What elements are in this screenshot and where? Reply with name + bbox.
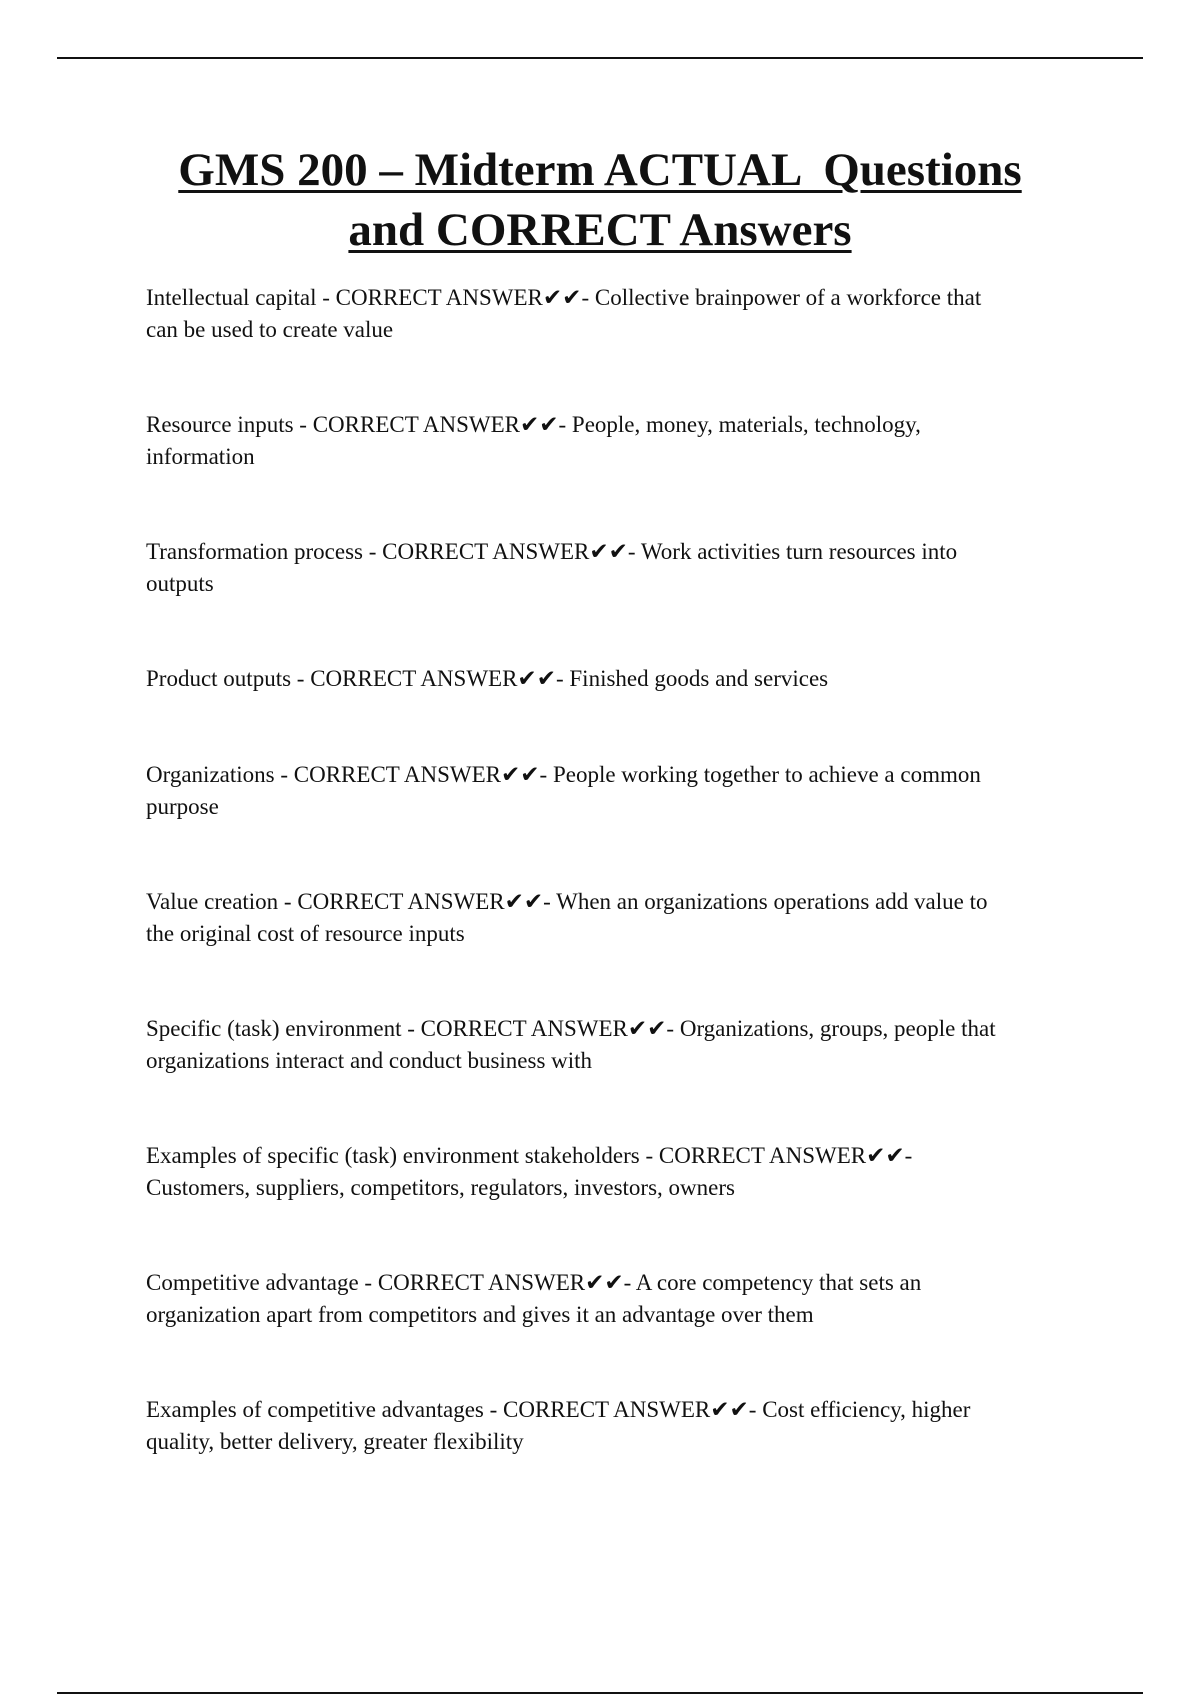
qa-list — [146, 282, 1046, 1521]
entry-line: Examples of specific (task) environment stakeholders - CORRECT ANSWER✔✔- — [146, 1143, 913, 1168]
entry-line: Intellectual capital - CORRECT ANSWER✔✔- Collective brainpower of a workforce that — [146, 285, 982, 310]
title-line-2: and CORRECT Answers — [348, 204, 852, 256]
entry-line: organization apart from competitors and gives it an advantage over them — [146, 1302, 814, 1327]
qa-entry-competitive-advantage-examples — [146, 1394, 1046, 1458]
bottom-rule — [57, 1692, 1143, 1694]
entry-line: information — [146, 444, 255, 469]
entry-line: Examples of competitive advantages - CORRECT ANSWER✔✔- Cost efficiency, higher — [146, 1397, 971, 1422]
top-rule — [57, 57, 1143, 59]
title-line-1: GMS 200 – Midterm ACTUAL Questions — [178, 144, 1022, 196]
qa-entry-competitive-advantage — [146, 1267, 1046, 1331]
qa-entry-transformation-process — [146, 536, 1046, 600]
entry-line: quality, better delivery, greater flexibility — [146, 1429, 524, 1454]
entry-line: can be used to create value — [146, 317, 394, 342]
entry-line: purpose — [146, 794, 219, 819]
qa-entry-product-outputs — [146, 663, 1046, 695]
entry-line: Customers, suppliers, competitors, regulators, investors, owners — [146, 1175, 735, 1200]
entry-line: Organizations - CORRECT ANSWER✔✔- People working together to achieve a common — [146, 762, 981, 787]
qa-entry-resource-inputs — [146, 409, 1046, 473]
entry-line: Transformation process - CORRECT ANSWER✔✔- Work activities turn resources into — [146, 539, 958, 564]
page-title — [100, 140, 1100, 260]
qa-entry-specific-environment — [146, 1013, 1046, 1077]
entry-line: Competitive advantage - CORRECT ANSWER✔✔- A core competency that sets an — [146, 1270, 922, 1295]
entry-line: Specific (task) environment - CORRECT ANSWER✔✔- Organizations, groups, people that — [146, 1016, 996, 1041]
qa-entry-value-creation — [146, 886, 1046, 950]
qa-entry-organizations — [146, 759, 1046, 823]
entry-line: outputs — [146, 571, 214, 596]
qa-entry-environment-stakeholders — [146, 1140, 1046, 1204]
entry-line: Product outputs - CORRECT ANSWER✔✔- Finished goods and services — [146, 666, 829, 691]
entry-line: the original cost of resource inputs — [146, 921, 465, 946]
entry-line: Value creation - CORRECT ANSWER✔✔- When an organizations operations add value to — [146, 889, 988, 914]
entry-line: Resource inputs - CORRECT ANSWER✔✔- People, money, materials, technology, — [146, 412, 921, 437]
entry-line: organizations interact and conduct business with — [146, 1048, 593, 1073]
qa-entry-intellectual-capital — [146, 282, 1046, 346]
